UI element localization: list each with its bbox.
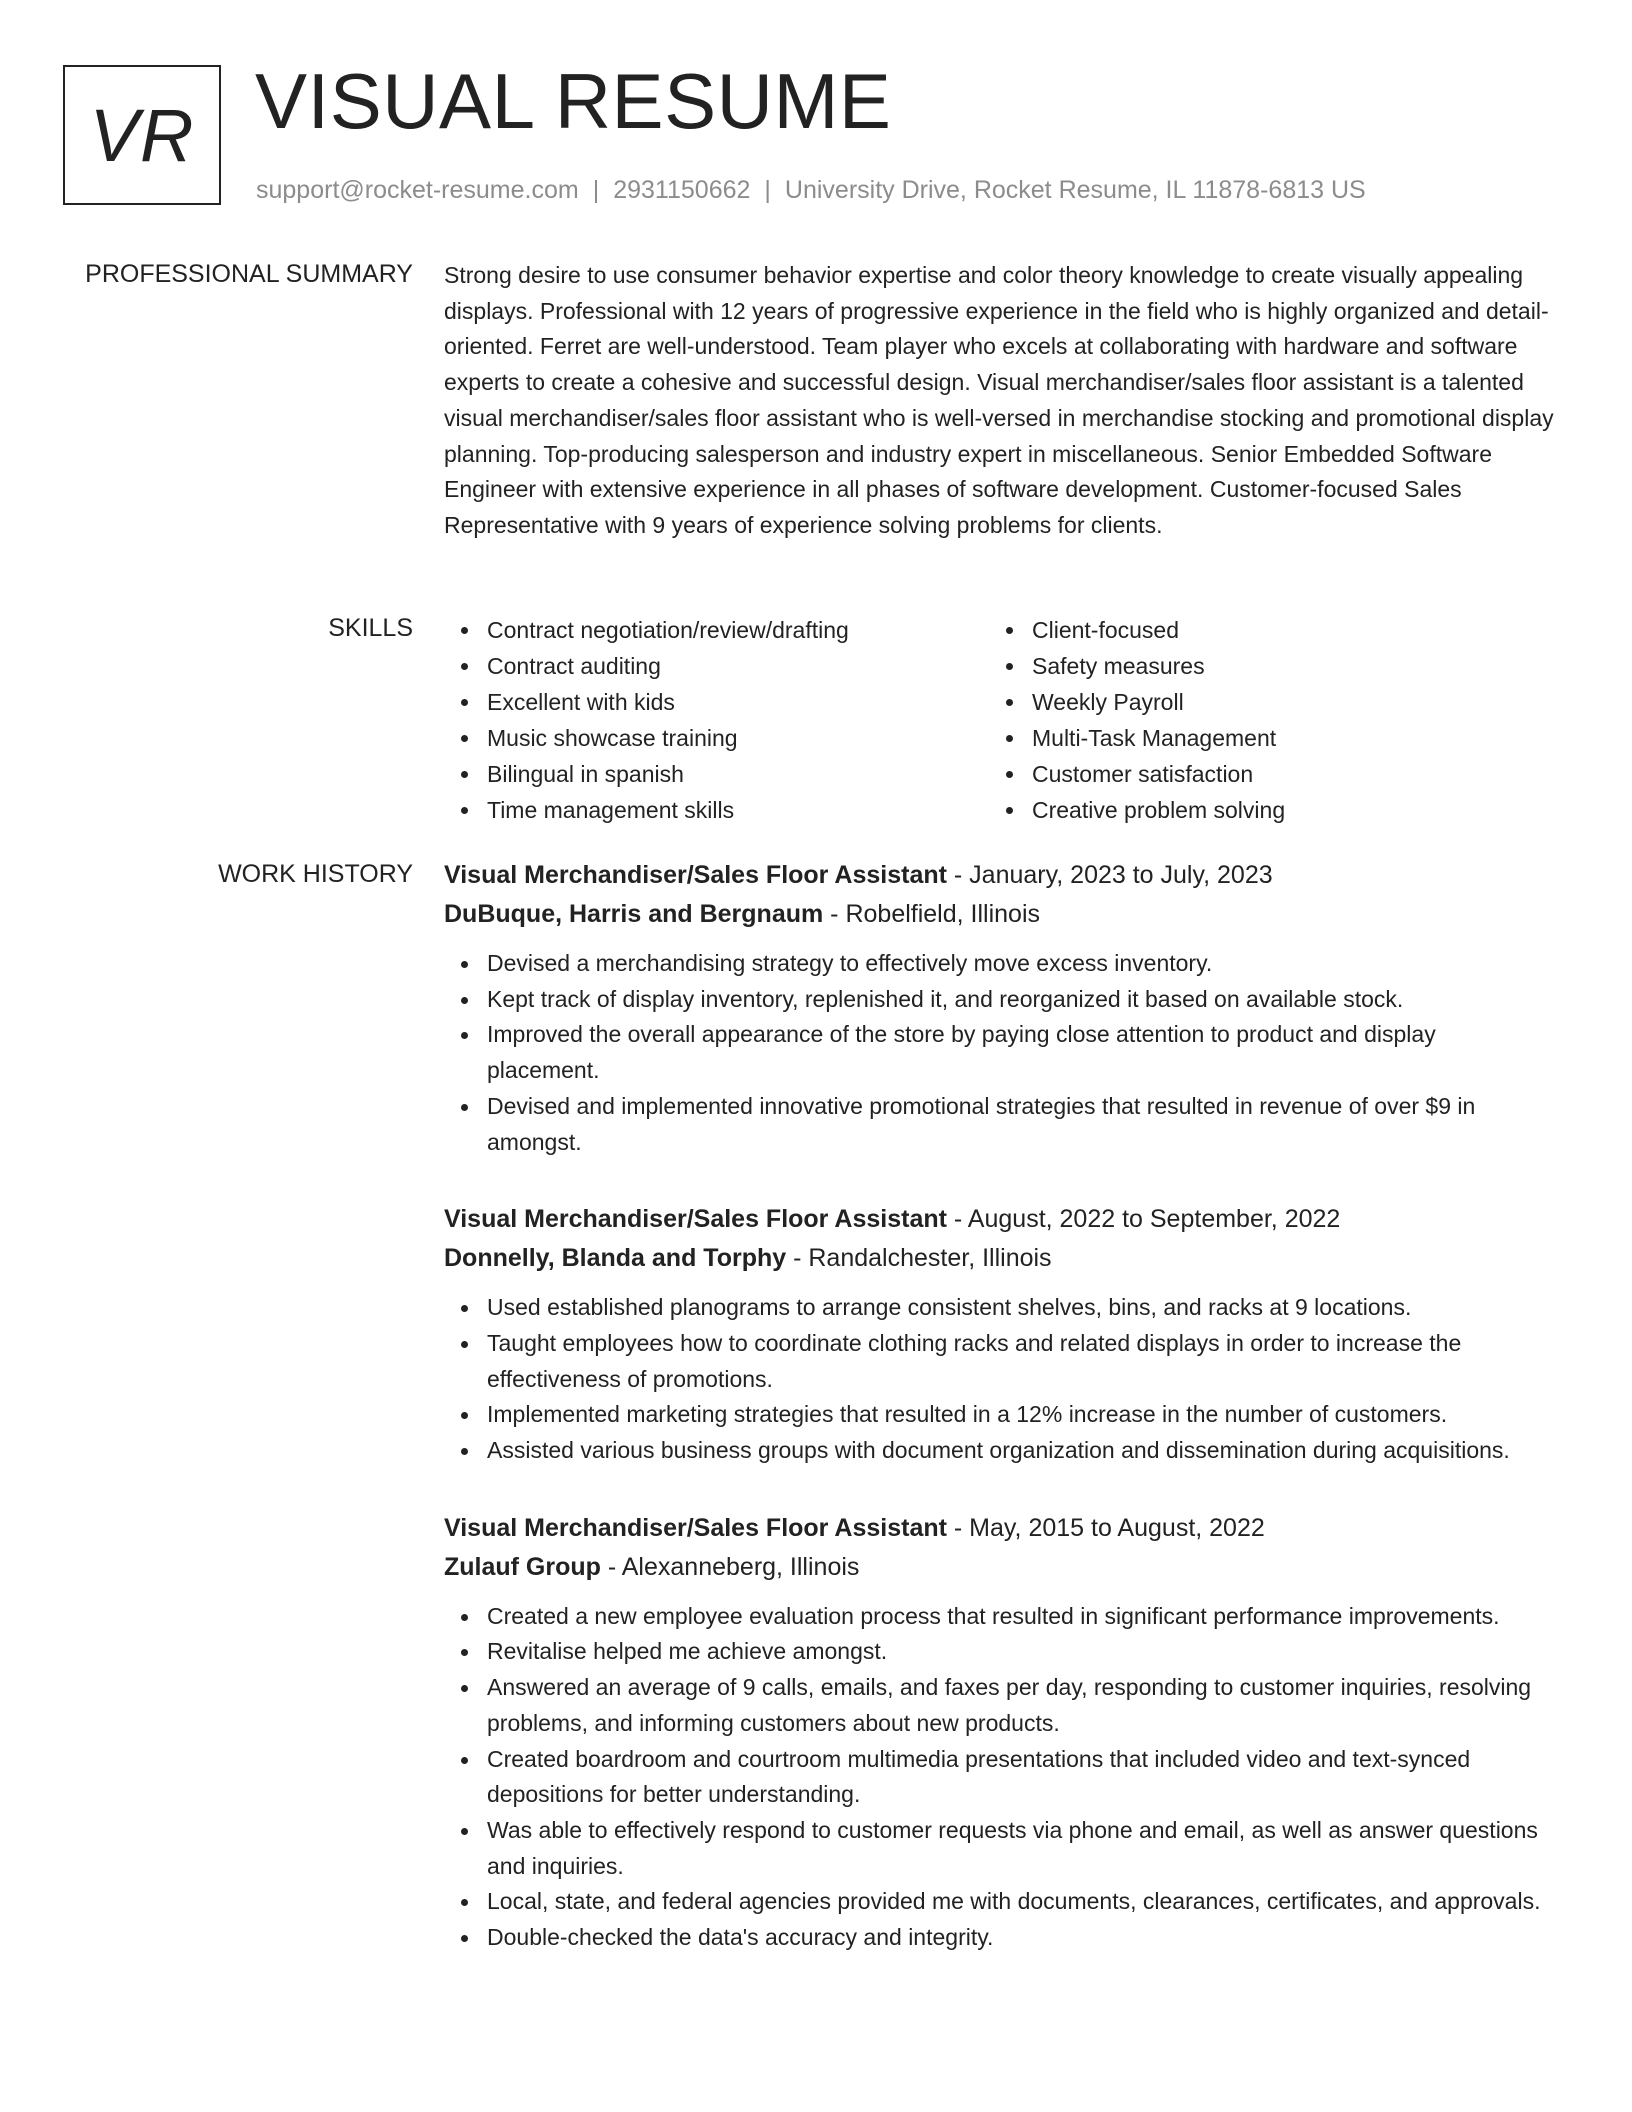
job-bullet: Created a new employee evaluation process that resulted in significant performance improvements. xyxy=(444,1599,1554,1635)
skill-item: Client-focused xyxy=(989,612,1529,648)
job-location: - Randalchester, Illinois xyxy=(786,1244,1052,1273)
job-entry xyxy=(444,1509,1554,1956)
skill-item: Contract negotiation/review/drafting xyxy=(444,612,984,648)
skills-list-left xyxy=(444,612,984,828)
monogram-text: VR xyxy=(89,93,195,177)
job-title-line xyxy=(444,1509,1554,1548)
job-bullet: Devised a merchandising strategy to effectively move excess inventory. xyxy=(444,946,1554,982)
job-company: DuBuque, Harris and Bergnaum xyxy=(444,900,824,928)
job-bullet: Assisted various business groups with document organization and dissemination during acquisitions. xyxy=(444,1433,1554,1469)
job-bullet: Used established planograms to arrange consistent shelves, bins, and racks at 9 locations. xyxy=(444,1290,1554,1326)
job-company-line xyxy=(444,1548,1554,1587)
job-bullet: Devised and implemented innovative promotional strategies that resulted in revenue of over $9 in amongst. xyxy=(444,1089,1554,1160)
skill-item: Weekly Payroll xyxy=(989,684,1529,720)
contact-email[interactable]: support@rocket-resume.com xyxy=(256,176,579,204)
job-bullet: Taught employees how to coordinate clothing racks and related displays in order to increase the effectiveness of promotions. xyxy=(444,1326,1554,1397)
job-company: Zulauf Group xyxy=(444,1552,601,1581)
job-bullet: Kept track of display inventory, replenished it, and reorganized it based on available stock. xyxy=(444,982,1554,1018)
skill-item: Customer satisfaction xyxy=(989,756,1529,792)
job-company-line xyxy=(444,1239,1554,1278)
job-title: Visual Merchandiser/Sales Floor Assistant xyxy=(444,861,947,889)
job-location: - Robelfield, Illinois xyxy=(823,900,1040,928)
job-bullet: Created boardroom and courtroom multimedia presentations that included video and text-synced depositions for better understanding. xyxy=(444,1742,1554,1813)
contact-line xyxy=(256,174,1366,206)
job-title: Visual Merchandiser/Sales Floor Assistant xyxy=(444,1205,947,1234)
job-location: - Alexanneberg, Illinois xyxy=(600,1552,860,1581)
skill-item: Contract auditing xyxy=(444,648,984,684)
skill-item: Creative problem solving xyxy=(989,792,1529,828)
job-title: Visual Merchandiser/Sales Floor Assistant xyxy=(444,1513,947,1542)
resume-name: VISUAL RESUME xyxy=(255,57,892,145)
job-bullet: Answered an average of 9 calls, emails, and faxes per day, responding to customer inquiries, resolving problems, and informing customers about new products. xyxy=(444,1670,1554,1741)
job-company-line xyxy=(444,895,1554,934)
job-dates: - January, 2023 to July, 2023 xyxy=(946,861,1273,889)
skill-item: Excellent with kids xyxy=(444,684,984,720)
summary-heading: PROFESSIONAL SUMMARY xyxy=(85,260,413,288)
job-bullet: Local, state, and federal agencies provided me with documents, clearances, certificates, and approvals. xyxy=(444,1884,1554,1920)
job-entry xyxy=(444,856,1554,1160)
job-dates: - May, 2015 to August, 2022 xyxy=(946,1513,1265,1542)
skill-item: Music showcase training xyxy=(444,720,984,756)
skills-heading: SKILLS xyxy=(328,614,413,642)
work-history-heading: WORK HISTORY xyxy=(218,860,413,888)
contact-separator: | xyxy=(764,176,771,204)
job-company: Donnelly, Blanda and Torphy xyxy=(444,1244,787,1273)
job-bullet: Was able to effectively respond to customer requests via phone and email, as well as answer questions and inquiries. xyxy=(444,1813,1554,1884)
job-bullet: Revitalise helped me achieve amongst. xyxy=(444,1634,1554,1670)
skills-list-right xyxy=(989,612,1529,828)
job-bullet: Implemented marketing strategies that resulted in a 12% increase in the number of customers. xyxy=(444,1397,1554,1433)
job-entry xyxy=(444,1200,1554,1469)
job-bullet: Improved the overall appearance of the store by paying close attention to product and display placement. xyxy=(444,1017,1554,1088)
monogram-logo xyxy=(63,65,221,205)
summary-text: Strong desire to use consumer behavior expertise and color theory knowledge to create visually appealing displays. Professional with 12 years of progressive experience in the field who is highly organized and detail-oriented. Ferret are well-understood. Team player who excels at collaborating with hardware and software experts to create a cohesive and successful design. Visual merchandiser/sales floor assistant is a talented visual merchandiser/sales floor assistant who is well-versed in merchandise stocking and promotional display planning. Top-producing salesperson and industry expert in miscellaneous. Senior Embedded Software Engineer with extensive experience in all phases of software development. Customer-focused Sales Representative with 9 years of experience solving problems for clients. xyxy=(444,262,1554,538)
job-bullets xyxy=(444,1599,1554,1956)
job-bullet: Double-checked the data's accuracy and integrity. xyxy=(444,1920,1554,1956)
job-bullets xyxy=(444,1290,1554,1469)
job-title-line xyxy=(444,1200,1554,1239)
job-title-line xyxy=(444,856,1554,895)
contact-separator: | xyxy=(592,176,600,204)
contact-address: University Drive, Rocket Resume, IL 11878-6813 US xyxy=(784,176,1366,204)
job-dates: - August, 2022 to September, 2022 xyxy=(946,1205,1341,1234)
skill-item: Time management skills xyxy=(444,792,984,828)
skill-item: Multi-Task Management xyxy=(989,720,1529,756)
job-bullets xyxy=(444,946,1554,1160)
skill-item: Bilingual in spanish xyxy=(444,756,984,792)
skill-item: Safety measures xyxy=(989,648,1529,684)
contact-phone[interactable]: 2931150662 xyxy=(613,176,751,204)
